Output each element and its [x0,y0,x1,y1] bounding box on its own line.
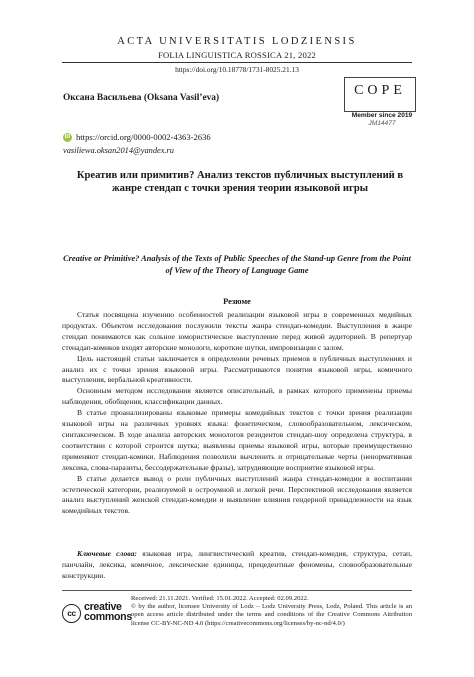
cc-word-commons: commons [84,611,132,623]
author-name: Оксана Васильева (Oksana Vasil’eva) [63,93,220,103]
abstract-heading: Резюме [223,297,251,306]
keywords [62,549,412,582]
cope-member-line: Member since 2019 [351,112,413,119]
doi-link[interactable]: https://doi.org/10.18778/1731-8025.21.13 [175,65,299,74]
license-block [131,595,412,628]
keywords-text: языковая игра, лингвистический креатив, стендап-комедия, структура, сетап, панчлайн, лексика, комичное, лексические единицы, прецедентные феномены, словообразовательные конструкции. [62,549,412,580]
journal-title: ACTA UNIVERSITATIS LODZIENSIS [117,36,357,47]
abstract-paragraph: В статье проанализированы языковые примеры комедийных текстов с точки зрения реализации языковой игры на различных уровнях языка: фонетическом, словообразовательном, лексическом, синтаксическом. В ходе анализа авторских монологов резидентов стендап-шоу определена структура, в соответствии с которой строится шутка; выявлены приемы языковой игры, которые преимущественно применяют стендап-комики. Наблюдения позволили вычленить и отрицательные черты (ненормативная лексика, слова-паразиты, бессодержательные фразы), затрудняющие восприятие языковой игры. [62,408,412,472]
abstract-paragraph: В статье делается вывод о роли публичных выступлений жанра стендап-комедии в воспитании эстетической категории, реализуемой в остроумной и легкой речи. Перспективой исследования является анализ выступлений женской стендап-комедии и выявление влияния гендерной принадлежности на язык комедийных текстов. [62,473,412,516]
cc-word-creative: creative [84,601,122,613]
cc-icon: cc [62,604,81,623]
footer-divider [62,590,412,591]
abstract-body [62,310,412,517]
license-text: © by the author, licensee University of Lodz – Lodz University Press, Lodz, Poland. This article is an open access article distributed under the terms and conditions of the Creative Commons Attribution license CC-BY-NC-ND 4.0 (https://creativecommons.org/licenses/by-nc-nd/4.0/) [131,603,412,627]
cope-member-id: JM14477 [368,120,396,127]
cc-wordmark [84,602,132,622]
keywords-label: Ключевые слова: [77,549,137,558]
cope-logo: COPE [354,83,406,98]
abstract-paragraph: Основным методом исследования является описательный, в рамках которого применены приемы наблюдения, обобщения, классификации данных. [62,386,412,407]
article-title-en: Creative or Primitive? Analysis of the Texts of Public Speeches of the Stand-up Genre from the Point of View of the Theory of Language Game [63,254,411,275]
orcid-icon: iD [64,133,71,140]
orcid-link[interactable]: https://orcid.org/0000-0002-4363-2636 [76,132,211,142]
creative-commons-logo [62,601,132,626]
cope-membership [346,112,418,128]
author-email[interactable]: vasiliewa.oksan2014@yandex.ru [63,146,174,155]
journal-series: FOLIA LINGUISTICA ROSSICA 21, 2022 [158,50,316,60]
orcid-row[interactable] [63,132,211,142]
article-dates: Received: 21.11.2021. Verified: 15.01.2022. Accepted: 02.09.2022. [131,595,309,602]
article-title-ru: Креатив или примитив? Анализ текстов публичных выступлений в жанре стендап с точки зрения теории языковой игры [76,170,404,194]
abstract-paragraph: Статья посвящена изучению особенностей реализации языковой игры в современных медийных продуктах. Объектом исследования послужили тексты жанра стендап-комедии. Выступления в жанре стендап понимаются как сольное юмористическое выступление перед живой аудиторией. В репертуар стенадап-комиков входят авторские монологи, короткие шутки, импровизации с залом. [62,310,412,352]
header-divider [62,62,412,63]
abstract-paragraph: Цель настоящей статьи заключается в определении речевых приемов в публичных выступлениях и анализ их с точки зрения языковой игры. Рассматриваются понятия языковой игры, комичного выступления, вербальной креативности. [62,353,412,385]
